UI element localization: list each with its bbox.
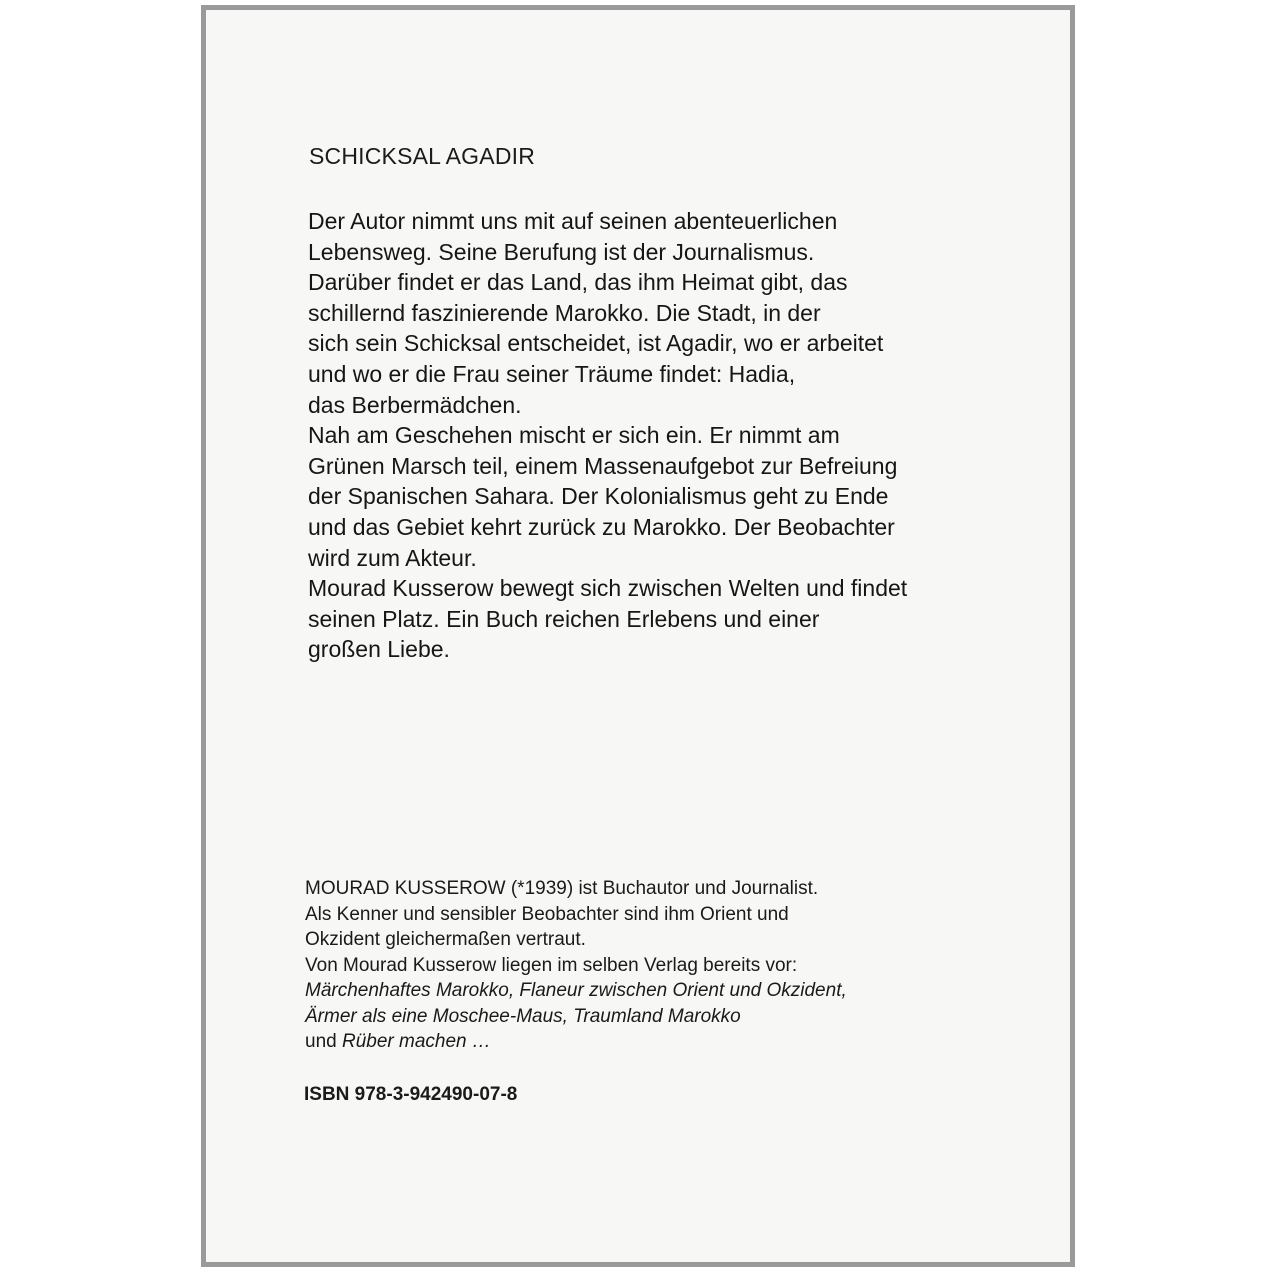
blurb-line: großen Liebe. <box>308 636 450 663</box>
bio-book-titles-line: Märchenhaftes Marokko, Flaneur zwischen Orient und Okzident, <box>305 980 847 1001</box>
blurb-line: schillernd faszinierende Marokko. Die Stadt, in der <box>308 299 821 326</box>
bio-line: Als Kenner und sensibler Beobachter sind ihm Orient und <box>305 903 789 925</box>
blurb-line: Der Autor nimmt uns mit auf seinen abenteuerlichen <box>308 208 838 234</box>
book-back-cover <box>201 5 1075 1267</box>
blurb-line: sich sein Schicksal entscheidet, ist Agadir, wo er arbeitet <box>308 330 884 357</box>
book-title: SCHICKSAL AGADIR <box>309 143 536 169</box>
bio-book-title: Rüber machen … <box>341 1031 491 1052</box>
author-bio <box>305 876 985 1055</box>
blurb-line: und wo er die Frau seiner Träume findet: Hadia, <box>308 360 796 387</box>
blurb-line: und das Gebiet kehrt zurück zu Marokko. Der Beobachter <box>308 513 895 540</box>
isbn: ISBN 978-3-942490-07-8 <box>304 1084 518 1105</box>
bio-last-line <box>305 1029 985 1055</box>
bio-line: MOURAD KUSSEROW (*1939) ist Buchautor und Journalist. <box>305 878 819 899</box>
blurb-line: Lebensweg. Seine Berufung ist der Journalismus. <box>308 238 815 265</box>
bio-line: Okzident gleichermaßen vertraut. <box>305 929 586 950</box>
blurb-line: das Berbermädchen. <box>308 391 522 418</box>
blurb-line: der Spanischen Sahara. Der Kolonialismus geht zu Ende <box>308 483 889 510</box>
blurb-line: seinen Platz. Ein Buch reichen Erlebens und einer <box>308 605 820 632</box>
bio-conjunction: und <box>305 1031 342 1052</box>
blurb-line: wird zum Akteur. <box>308 544 477 571</box>
blurb-text <box>308 206 1028 665</box>
blurb-line: Nah am Geschehen mischt er sich ein. Er nimmt am <box>308 422 840 449</box>
bio-line: Von Mourad Kusserow liegen im selben Verlag bereits vor: <box>305 954 798 976</box>
blurb-line: Darüber findet er das Land, das ihm Heimat gibt, das <box>308 269 848 296</box>
blurb-line: Grünen Marsch teil, einem Massenaufgebot zur Befreiung <box>308 452 898 479</box>
blurb-line: Mourad Kusserow bewegt sich zwischen Welten und findet <box>308 575 908 602</box>
bio-book-titles-line: Ärmer als eine Moschee-Maus, Traumland Marokko <box>305 1005 741 1027</box>
